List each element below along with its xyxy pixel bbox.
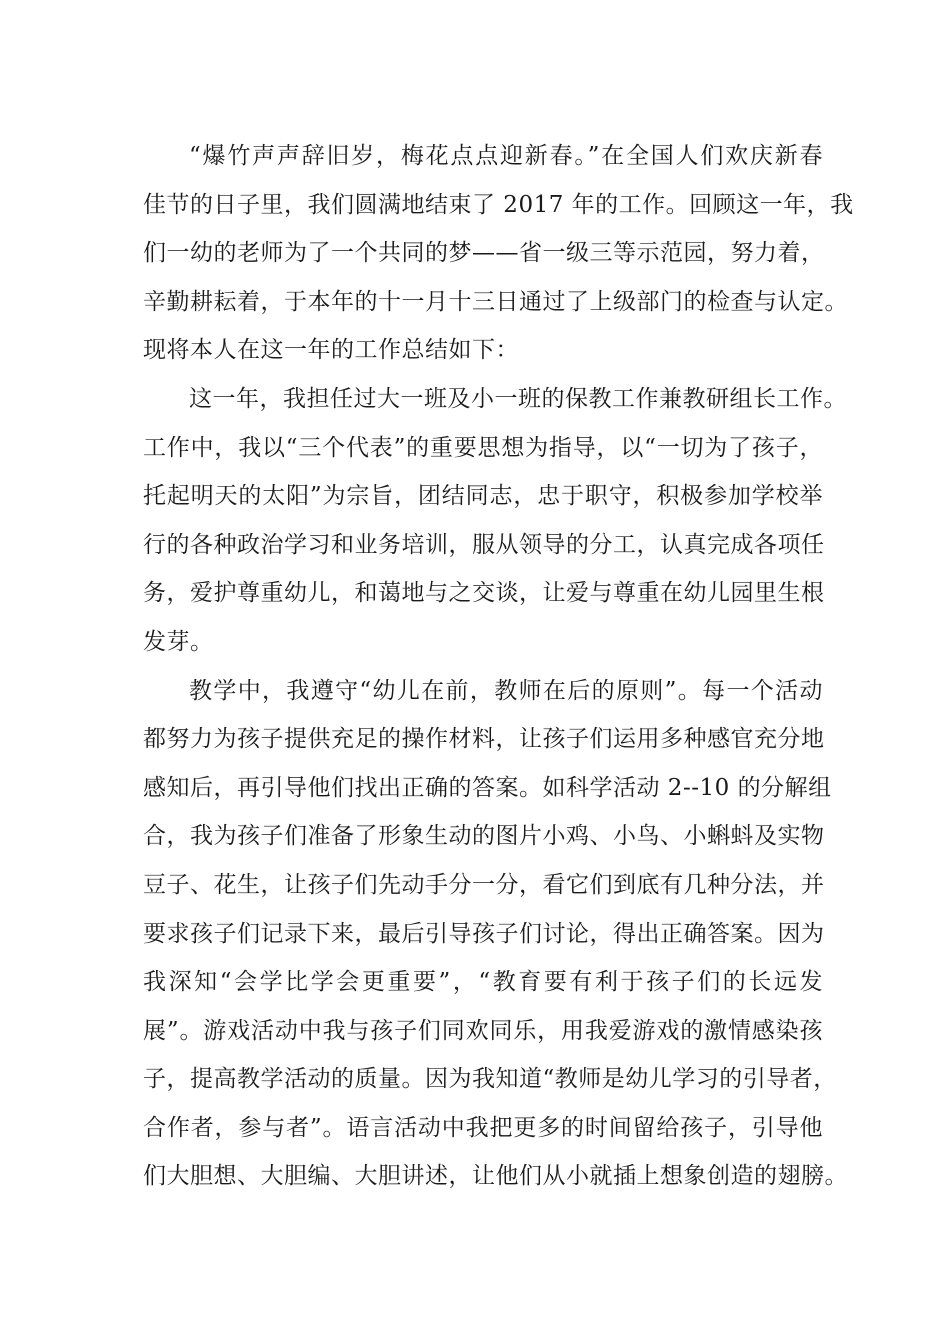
text-line: 现将本人在这一年的工作总结如下：: [143, 337, 519, 364]
text-line: 务，爱护尊重幼儿，和蔼地与之交谈，让爱与尊重在幼儿园里生根: [143, 580, 825, 607]
text-line: 教学中，我遵守“幼儿在前，教师在后的原则”。每一个活动: [189, 677, 823, 704]
text-line: 感知后，再引导他们找出正确的答案。如科学活动 2--10 的分解组: [143, 774, 832, 801]
text-line: 辛勤耕耘着，于本年的十一月十三日通过了上级部门的检查与认定。: [143, 288, 848, 315]
text-line: 托起明天的太阳”为宗旨，团结同志，忠于职守，积极参加学校举: [143, 483, 823, 510]
paragraph-3: [143, 667, 848, 1202]
text-line: 都努力为孩子提供充足的操作材料，让孩子们运用多种感官充分地: [143, 726, 825, 753]
document-body: [143, 132, 854, 1201]
text-line: 合作者，参与者”。语言活动中我把更多的时间留给孩子，引导他: [143, 1114, 823, 1141]
text-line: 们大胆想、大胆编、大胆讲述，让他们从小就插上想象创造的翅膀。: [143, 1163, 848, 1190]
text-line: 这一年，我担任过大一班及小一班的保教工作兼教研组长工作。: [189, 385, 847, 412]
text-line: 发芽。: [143, 628, 214, 655]
text-line: 们一幼的老师为了一个共同的梦——省一级三等示范园，努力着，: [143, 240, 825, 267]
text-line: 展”。游戏活动中我与孩子们同欢同乐，用我爱游戏的激情感染孩: [143, 1017, 823, 1044]
paragraph-1: [143, 132, 854, 375]
text-line: 行的各种政治学习和业务培训，服从领导的分工，认真完成各项任: [143, 531, 825, 558]
text-line: 要求孩子们记录下来，最后引导孩子们讨论，得出正确答案。因为: [143, 920, 825, 947]
text-line: 豆子、花生，让孩子们先动手分一分，看它们到底有几种分法，并: [143, 871, 825, 898]
text-line: 工作中，我以“三个代表”的重要思想为指导，以“一切为了孩子，: [143, 434, 823, 461]
text-line: 佳节的日子里，我们圆满地结束了 2017 年的工作。回顾这一年，我: [143, 191, 854, 218]
text-line: 子，提高教学活动的质量。因为我知道“教师是幼儿学习的引导者，: [143, 1066, 837, 1093]
text-line: 合，我为孩子们准备了形象生动的图片小鸡、小鸟、小蝌蚪及实物: [143, 823, 825, 850]
text-line: “爆竹声声辞旧岁，梅花点点迎新春。”在全国人们欢庆新春: [189, 143, 823, 169]
text-line: 我深知“会学比学会更重要”，“教育要有利于孩子们的长远发: [143, 969, 823, 996]
paragraph-2: [143, 375, 847, 667]
